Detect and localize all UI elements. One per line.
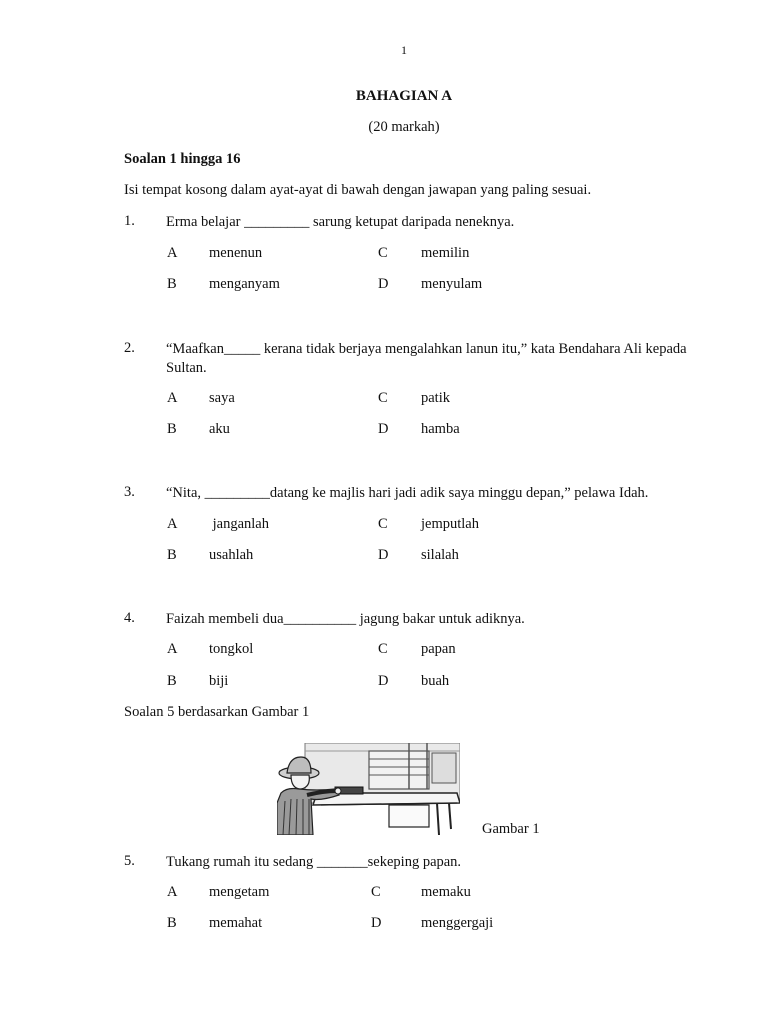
option-letter: C: [378, 641, 388, 657]
option-letter: D: [378, 673, 389, 689]
option-letter: C: [378, 516, 388, 532]
figure-intro-text: Soalan 5 berdasarkan Gambar 1: [124, 704, 310, 720]
option-letter: A: [167, 516, 178, 532]
question-number: 1.: [124, 213, 135, 229]
instruction-text: Isi tempat kosong dalam ayat-ayat di bawah dengan jawapan yang paling sesuai.: [124, 182, 592, 198]
option-letter: D: [378, 421, 389, 437]
carpenter-planing-wood-icon: [277, 743, 460, 835]
option-text: memaku: [421, 884, 471, 900]
question-number: 5.: [124, 853, 135, 869]
option-letter: A: [167, 245, 178, 261]
option-letter: D: [378, 276, 389, 292]
question-number: 3.: [124, 484, 135, 500]
question-text: “Maafkan_____ kerana tidak berjaya mengalahkan lanun itu,” kata Bendahara Ali kepada Sultan.: [166, 341, 687, 376]
question-text: Faizah membeli dua__________ jagung bakar untuk adiknya.: [166, 611, 525, 627]
option-text: aku: [209, 421, 230, 437]
option-text: memilin: [421, 245, 470, 261]
option-letter: B: [167, 547, 177, 563]
option-letter: B: [167, 915, 177, 931]
option-text: usahlah: [209, 547, 254, 563]
question-text: Erma belajar _________ sarung ketupat daripada neneknya.: [166, 214, 515, 230]
option-letter: A: [167, 641, 178, 657]
section-title: BAHAGIAN A: [355, 88, 453, 104]
figure-caption: Gambar 1: [482, 821, 540, 837]
option-text: mengetam: [209, 884, 270, 900]
option-letter: C: [371, 884, 381, 900]
option-text: menggergaji: [421, 915, 494, 931]
option-letter: D: [371, 915, 382, 931]
question-text: Tukang rumah itu sedang _______sekeping papan.: [166, 854, 462, 870]
option-text: janganlah: [209, 516, 269, 532]
option-text: saya: [209, 390, 235, 406]
option-text: jemputlah: [421, 516, 479, 532]
option-text: menenun: [209, 245, 263, 261]
option-text: hamba: [421, 421, 460, 437]
option-text: memahat: [209, 915, 263, 931]
option-text: papan: [421, 641, 456, 657]
option-text: biji: [209, 673, 229, 689]
question-range-heading: Soalan 1 hingga 16: [124, 151, 241, 167]
option-text: menganyam: [209, 276, 280, 292]
option-letter: A: [167, 390, 178, 406]
question-number: 4.: [124, 610, 135, 626]
option-letter: D: [378, 547, 389, 563]
section-marks: (20 markah): [368, 119, 440, 135]
option-letter: B: [167, 421, 177, 437]
option-text: menyulam: [421, 276, 483, 292]
option-text: silalah: [421, 547, 459, 563]
option-letter: B: [167, 673, 177, 689]
option-text: patik: [421, 390, 450, 406]
option-text: buah: [421, 673, 450, 689]
page-number: 1: [401, 43, 407, 57]
question-number: 2.: [124, 340, 135, 356]
option-letter: C: [378, 390, 388, 406]
carpenter-illustration: [277, 743, 460, 835]
question-text: “Nita, _________datang ke majlis hari jadi adik saya minggu depan,” pelawa Idah.: [166, 485, 649, 501]
option-letter: C: [378, 245, 388, 261]
option-letter: A: [167, 884, 178, 900]
option-letter: B: [167, 276, 177, 292]
option-text: tongkol: [209, 641, 254, 657]
